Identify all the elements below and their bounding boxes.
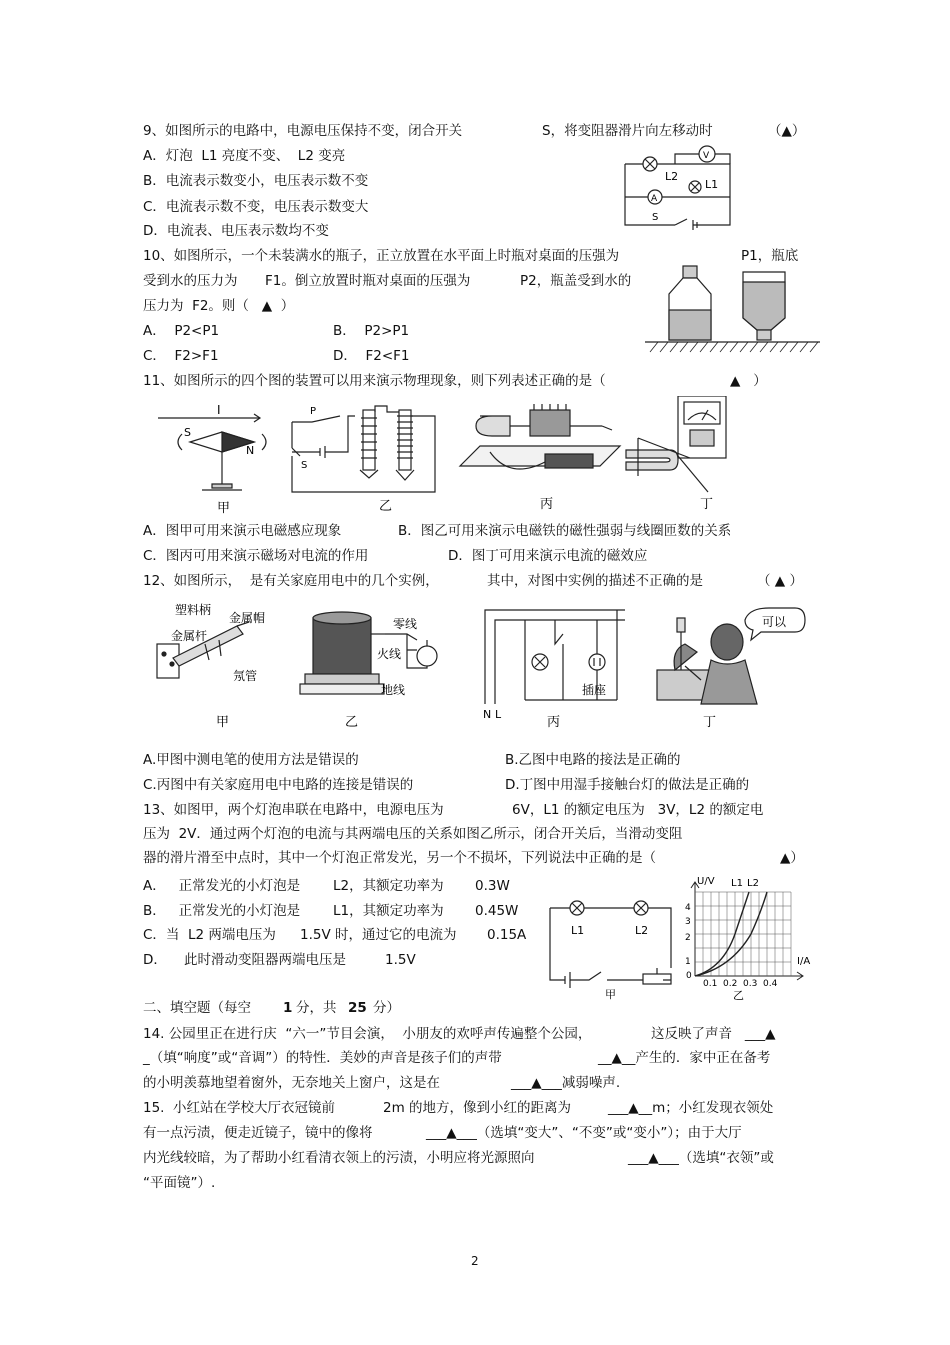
q11-n-pole: N: [246, 444, 255, 457]
q10-option-d: D． F2<F1: [333, 348, 410, 364]
q12-stem-cont: 其中，对图中实例的描述不正确的是: [487, 573, 703, 589]
q9-stem: 9、如图所示的电路中，电源电压保持不变，闭合开关: [143, 123, 463, 139]
q13-stem-line1: 13、如图甲，两个灯泡串联在电路中，电源电压为: [143, 802, 444, 818]
q12-live-wire: 火线: [377, 647, 402, 661]
q12-label-jia: 甲: [216, 715, 230, 730]
q11-option-a: A．图甲可用来演示电磁感应现象: [143, 523, 342, 539]
q15-blank-2: ___▲___（选填“变大”、“不变”或“变小”）；由于大厅: [426, 1125, 742, 1141]
q13-option-d-1: D． 此时滑动变阻器两端电压是: [143, 952, 347, 968]
q12-label-bing: 丙: [547, 715, 561, 730]
q15-line2: 有一点污渍，便走近镜子，镜中的像将: [143, 1125, 373, 1141]
q13-answer-mark: ▲）: [780, 850, 804, 866]
q13-option-c-2: 1.5V 时，通过它的电流为: [300, 927, 457, 943]
q10-option-a: A． P2<P1: [143, 323, 220, 339]
q9-circuit-figure: [615, 142, 740, 237]
q12-neon-tube: 氖管: [233, 669, 258, 683]
q13-y-tick-4: 4: [685, 903, 691, 913]
q10-bottles-figure: [645, 262, 825, 357]
q10-option-b: B． P2>P1: [333, 323, 410, 339]
q11-option-c: C．图丙可用来演示磁场对电流的作用: [143, 548, 369, 564]
q12-label-yi: 乙: [345, 715, 359, 730]
q9-option-c: C．电流表示数不变，电压表示数变大: [143, 199, 369, 215]
q12-figures: [145, 600, 815, 738]
q11-slider-label: P: [310, 406, 317, 417]
q12-n-line: N: [483, 708, 492, 721]
q9-voltmeter-label: V: [703, 151, 710, 161]
q13-stem-line3: 器的滑片滑至中点时，其中一个灯泡正常发光，另一个不损坏，下列说法中正确的是（: [143, 850, 656, 866]
q11-label-ding: 丁: [700, 497, 714, 512]
q12-option-d: D.丁图中用湿手接触台灯的做法是正确的: [505, 777, 750, 793]
q11-label-bing: 丙: [540, 497, 554, 512]
q10-stem-line2-cont: F1。倒立放置时瓶对桌面的压强为: [265, 273, 471, 289]
q13-option-b-2: L1，其额定功率为: [333, 903, 444, 919]
q15-blank-3: ___▲___（选填“衣领”或: [628, 1150, 774, 1166]
q13-x-tick-1: 0.1: [703, 979, 718, 989]
q13-x-axis-label: I/A: [797, 956, 811, 967]
q9-option-d: D．电流表、电压表示数均不变: [143, 223, 329, 239]
q13-y-axis-label: U/V: [697, 876, 715, 887]
q12-ground-wire: 地线: [381, 683, 406, 697]
q13-lamp-l1: L1: [571, 924, 585, 937]
q13-y-tick-1: 1: [685, 957, 691, 967]
q9-option-b: B．电流表示数变小，电压表示数不变: [143, 173, 369, 189]
section2-title-end: 分）: [373, 1000, 400, 1016]
q14-blank-3: ___▲___减弱噪声.: [511, 1075, 621, 1091]
q11-stem: 11、如图所示的四个图的装置可以用来演示物理现象，则下列表述正确的是（: [143, 373, 606, 389]
section2-title: 二、填空题（每空: [143, 1000, 251, 1016]
q10-stem-line3: 压力为 F2。则（ ▲ ）: [143, 298, 295, 314]
q13-option-c-3: 0.15A: [487, 927, 527, 943]
q15-blank-1: ___▲__m；小红发现衣领处: [608, 1100, 774, 1116]
q13-legend-l1: L1: [731, 878, 743, 889]
q13-option-a-2: L2，其额定功率为: [333, 878, 444, 894]
q13-legend-l2: L2: [747, 878, 759, 889]
q11-answer-mark: ▲ ）: [730, 373, 767, 389]
q13-x-tick-2: 0.2: [723, 979, 738, 989]
q15-line1-cont: 2m 的地方，像到小红的距离为: [383, 1100, 572, 1116]
q13-stem-line1-cont: 6V，L1 的额定电压为 3V，L2 的额定电: [512, 802, 764, 818]
q12-option-b: B.乙图中电路的接法是正确的: [505, 752, 681, 768]
q10-stem-line1: 10、如图所示，一个未装满水的瓶子，正立放置在水平面上时瓶对桌面的压强为: [143, 248, 620, 264]
q13-label-yi: 乙: [733, 989, 744, 1002]
q12-stem: 12、如图所示， 是有关家庭用电中的几个实例，: [143, 573, 439, 589]
q11-option-d: D．图丁可用来演示电流的磁效应: [448, 548, 648, 564]
q12-socket-label: 插座: [582, 683, 607, 697]
q15-line3: 内光线较暗，为了帮助小红看清衣领上的污渍，小明应将光源照向: [143, 1150, 535, 1166]
q10-stem-line1-cont: P1，瓶底: [741, 248, 799, 264]
q15-line1: 15. 小红站在学校大厅衣冠镜前: [143, 1100, 336, 1116]
q13-option-a-1: A． 正常发光的小灯泡是: [143, 878, 301, 894]
q13-option-d-2: 1.5V: [385, 952, 416, 968]
q14-blank-2: __▲__产生的．家中正在备考: [598, 1050, 771, 1066]
q14-line2: _（填“响度”或“音调”）的特性．美妙的声音是孩子们的声带: [143, 1050, 502, 1066]
q13-origin: 0: [686, 971, 692, 981]
q12-neutral-wire: 零线: [393, 617, 418, 631]
section2-points-total: 25: [348, 1000, 367, 1016]
q12-label-ding: 丁: [703, 715, 717, 730]
q9-l2-label: L2: [665, 170, 679, 183]
q13-option-b-3: 0.45W: [475, 903, 519, 919]
q11-current-label: I: [217, 403, 221, 417]
q11-label-yi: 乙: [379, 499, 393, 514]
q9-l1-label: L1: [705, 178, 719, 191]
q13-lamp-l2: L2: [635, 924, 649, 937]
q11-figures: [150, 396, 740, 518]
q13-x-tick-4: 0.4: [763, 979, 778, 989]
q9-switch-label: S: [652, 212, 659, 223]
q13-stem-line2: 压为 2V．通过两个灯泡的电流与其两端电压的关系如图乙所示，闭合开关后，当滑动变阻: [143, 826, 683, 842]
q10-stem-line2: 受到水的压力为: [143, 273, 238, 289]
q9-option-a: A．灯泡 L1 亮度不变、 L2 变亮: [143, 148, 346, 164]
q13-option-c-1: C．当 L2 两端电压为: [143, 927, 276, 943]
q11-switch-label: S: [301, 460, 308, 471]
q13-option-a-3: 0.3W: [475, 878, 510, 894]
q13-y-tick-3: 3: [685, 917, 691, 927]
q12-option-c: C.丙图中有关家庭用电中电路的连接是错误的: [143, 777, 414, 793]
q11-s-pole: S: [184, 426, 191, 439]
q12-l-line: L: [495, 708, 502, 721]
page-number: 2: [471, 1254, 479, 1268]
q9-answer-mark: （▲）: [768, 123, 806, 139]
q13-option-b-1: B． 正常发光的小灯泡是: [143, 903, 301, 919]
section2-points-each: 1: [283, 1000, 293, 1016]
q9-stem-cont: S，将变阻器滑片向左移动时: [542, 123, 713, 139]
q13-label-jia: 甲: [605, 988, 616, 1001]
q13-y-tick-2: 2: [685, 933, 691, 943]
q15-line4: “平面镜”）.: [143, 1175, 216, 1191]
q13-x-tick-3: 0.3: [743, 979, 758, 989]
q14-blank-1: 这反映了声音 ___▲: [651, 1026, 776, 1042]
q12-metal-cap: 金属帽: [229, 611, 266, 625]
q10-stem-line2-end: P2，瓶盖受到水的: [520, 273, 632, 289]
q12-plastic-handle: 塑料柄: [175, 603, 212, 617]
q11-label-jia: 甲: [217, 501, 231, 516]
q10-option-c: C． F2>F1: [143, 348, 219, 364]
q12-option-a: A.甲图中测电笔的使用方法是错误的: [143, 752, 359, 768]
q12-metal-rod: 金属杆: [171, 629, 208, 643]
q13-figures: [545, 872, 815, 1002]
q11-option-b: B．图乙可用来演示电磁铁的磁性强弱与线圈匝数的关系: [398, 523, 732, 539]
q12-answer-mark: （ ▲ ）: [757, 573, 803, 589]
q12-speech-bubble: 可以: [762, 615, 787, 629]
q14-line3: 的小明羡慕地望着窗外，无奈地关上窗户，这是在: [143, 1075, 440, 1091]
section2-title-mid: 分，共: [296, 1000, 337, 1016]
q14-line1: 14. 公园里正在进行庆 “六一”节目会演， 小朋友的欢呼声传遍整个公园，: [143, 1026, 592, 1042]
q9-ammeter-label: A: [651, 194, 658, 204]
